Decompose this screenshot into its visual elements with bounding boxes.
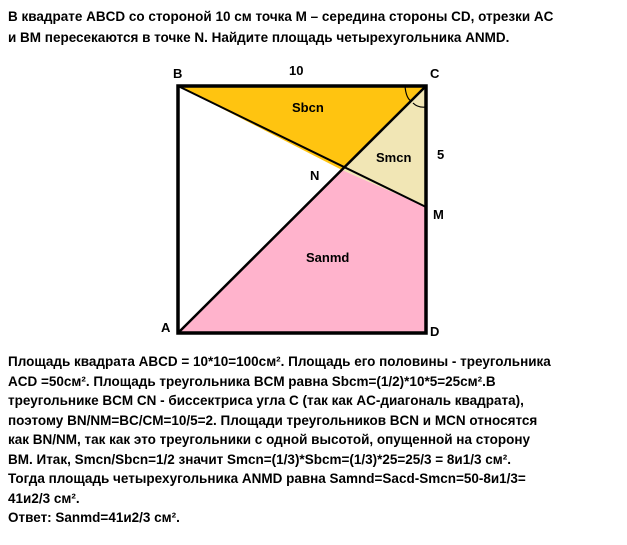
solution-line: Площадь квадрата ABCD = 10*10=100см². Площадь его половины - треугольника [8,354,551,369]
region-anmd [178,170,426,333]
region-label-bcn: Sbcn [292,100,324,115]
solution-line: 41и2/3 см². [8,490,80,506]
region-label-mcn: Smcn [376,150,412,165]
solution-line: Тогда площадь четырехугольника ANMD равна Samnd=Sacd-Smcn=50-8и1/3= [8,471,526,486]
problem-line-2: и BM пересекаются в точке N. Найдите площадь четырехугольника ANMD. [8,30,510,45]
point-label-m: M [433,207,444,222]
side-label-right: 5 [437,147,445,162]
answer-line: Ответ: Sanmd=41и2/3 см². [8,510,180,525]
vertex-label-a: A [161,320,171,335]
solution-text [8,352,620,528]
solution-line: треугольнике BCM CN - биссектриса угла C (так как AC-диагональ квадрата), [8,393,524,408]
solution-line: как BN/NM, так как это треугольники с одной высотой, опущенной на сторону [8,432,531,447]
vertex-label-d: D [430,324,440,339]
point-label-n: N [310,168,320,183]
solution-line: ACD =50см². Площадь треугольника BCM равна Sbcm=(1/2)*10*5=25см².В [8,373,496,389]
side-label-top: 10 [289,63,304,78]
vertex-label-b: B [173,66,183,81]
region-label-anmd: Sanmd [306,250,350,265]
vertex-label-c: C [430,66,440,81]
solution-line: BM. Итак, Smcn/Sbcn=1/2 значит Smcn=(1/3)*Sbcm=(1/3)*25=25/3 = 8и1/3 см². [8,451,511,467]
problem-line-1: В квадрате ABCD со стороной 10 см точка M – середина стороны CD, отрезки AC [8,9,554,24]
solution-line: поэтому BN/NM=BC/CM=10/5=2. Площади треугольников BCN и MCN относятся [8,412,538,428]
